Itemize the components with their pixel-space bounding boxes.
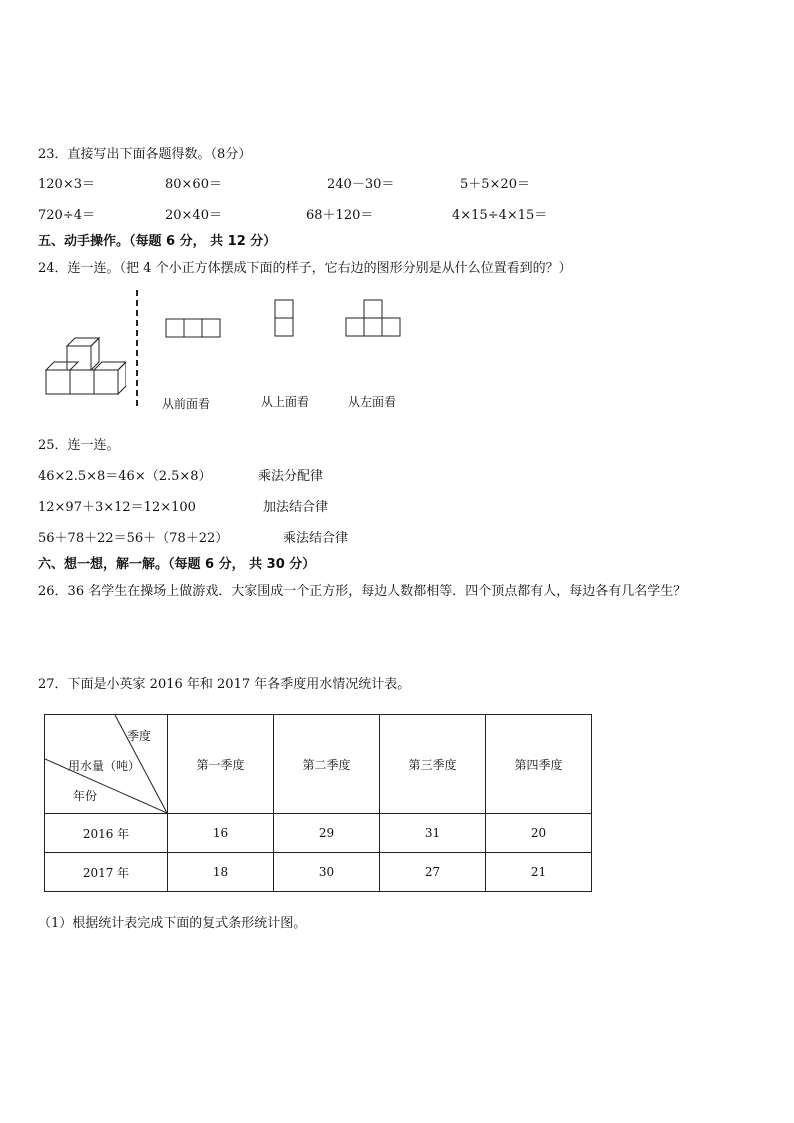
table-row bbox=[45, 853, 592, 892]
q23-item: 80×60＝ bbox=[165, 177, 222, 192]
q25-law: 乘法结合律 bbox=[283, 531, 349, 546]
q23-item: 120×3＝ bbox=[38, 177, 95, 192]
table-cell: 29 bbox=[274, 814, 380, 853]
q23-item: 4×15÷4×15＝ bbox=[452, 208, 548, 223]
table-header-row bbox=[45, 715, 592, 814]
header-usage-label: 用水量（吨） bbox=[68, 759, 141, 773]
table-cell: 21 bbox=[486, 853, 592, 892]
dashed-divider bbox=[134, 290, 140, 410]
table-cell: 30 bbox=[274, 853, 380, 892]
header-year-label: 年份 bbox=[73, 789, 98, 803]
table-column-header: 第二季度 bbox=[274, 715, 380, 814]
header-season-label: 季度 bbox=[127, 729, 152, 743]
view-label-front: 从前面看 bbox=[162, 397, 211, 411]
cube-stack-figure bbox=[40, 333, 126, 397]
q25-law: 加法结合律 bbox=[263, 500, 329, 515]
q23-item: 720÷4＝ bbox=[38, 208, 95, 223]
table-column-header: 第三季度 bbox=[380, 715, 486, 814]
q23-item: 20×40＝ bbox=[165, 208, 222, 223]
q25-equation: 56＋78＋22＝56＋（78＋22） bbox=[38, 531, 229, 546]
table-cell: 27 bbox=[380, 853, 486, 892]
view-label-left: 从左面看 bbox=[348, 395, 397, 409]
q24-title: 24．连一连。（把 4 个小正方体摆成下面的样子，它右边的图形分别是从什么位置看到的？） bbox=[38, 261, 572, 276]
table-cell: 16 bbox=[168, 814, 274, 853]
q25-law: 乘法分配律 bbox=[258, 469, 324, 484]
section-five-heading: 五、动手操作。（每题 6 分， 共 12 分） bbox=[38, 234, 277, 249]
q23-item: 68＋120＝ bbox=[306, 208, 374, 223]
q23-title: 23．直接写出下面各题得数。（8分） bbox=[38, 147, 252, 162]
view-label-top: 从上面看 bbox=[261, 395, 310, 409]
q27-subquestion-1: （1）根据统计表完成下面的复式条形统计图。 bbox=[38, 916, 307, 931]
table-column-header: 第四季度 bbox=[486, 715, 592, 814]
water-usage-table bbox=[44, 714, 592, 892]
q25-equation: 46×2.5×8＝46×（2.5×8） bbox=[38, 469, 212, 484]
front-view-shape bbox=[165, 318, 222, 338]
q25-equation: 12×97＋3×12＝12×100 bbox=[38, 500, 196, 515]
table-row bbox=[45, 814, 592, 853]
table-row-year: 2016 年 bbox=[45, 814, 168, 853]
q25-title: 25．连一连。 bbox=[38, 438, 120, 453]
table-cell: 20 bbox=[486, 814, 592, 853]
q26-title: 26．36 名学生在操场上做游戏．大家围成一个正方形，每边人数都相等．四个顶点都有人，每边各有几名学生？ bbox=[38, 584, 687, 599]
table-row-year: 2017 年 bbox=[45, 853, 168, 892]
table-cell: 31 bbox=[380, 814, 486, 853]
table-cell: 18 bbox=[168, 853, 274, 892]
table-column-header: 第一季度 bbox=[168, 715, 274, 814]
section-six-heading: 六、想一想，解一解。（每题 6 分， 共 30 分） bbox=[38, 557, 316, 572]
q27-title: 27．下面是小英家 2016 年和 2017 年各季度用水情况统计表。 bbox=[38, 677, 411, 692]
table-diagonal-header bbox=[45, 715, 168, 814]
vertical-view-shape bbox=[274, 299, 295, 339]
q23-item: 5＋5×20＝ bbox=[460, 177, 530, 192]
q23-item: 240－30＝ bbox=[327, 177, 395, 192]
t-view-shape bbox=[345, 299, 402, 339]
